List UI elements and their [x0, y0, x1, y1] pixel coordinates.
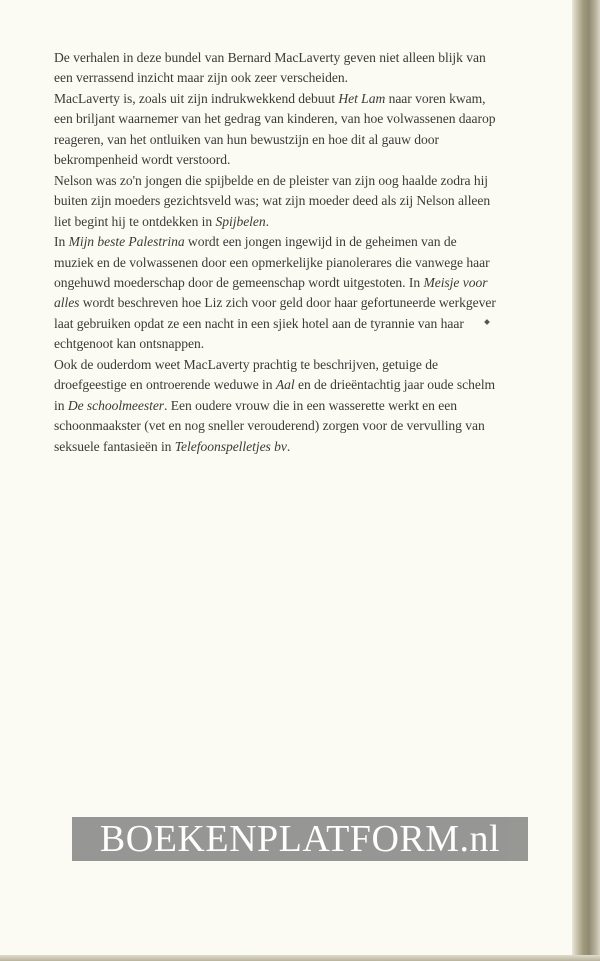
blurb-text [54, 48, 499, 457]
title-spijbelen: Spijbelen [215, 213, 266, 229]
paragraph-nelson: Nelson was zo'n jongen die spijbelde en de pleister van zijn oog haalde zodra hij buiten zijn moeders gezichtsveld was; wat zijn moeder deed als zij Nelson alleen liet begint hij te ontdekken in Spijbelen. [54, 172, 491, 229]
book-bottom-edge [0, 955, 600, 961]
title-meisje-voor-alles: Meisje voor alles [54, 274, 488, 311]
title-telefoonspelletjes: Telefoonspelletjes bv [174, 438, 287, 454]
title-de-schoolmeester: De schoolmeester [67, 397, 165, 413]
title-het-lam: Het Lam [338, 90, 386, 106]
title-aal: Aal [275, 377, 295, 393]
paragraph-ouderdom: Ook de ouderdom weet MacLaverty prachtig te beschrijven, getuige de droefgeestige en ontroerende weduwe in Aal en de drieëntachtig jaar oude schelm in De schoolmeester. Een oudere vrouw die in een wasserette werkt en een schoonmaakster (vet en nog sneller verouderend) zorgen voor de vervulling van seksuele fantasieën in Telefoonspelletjes bv. [54, 356, 496, 454]
title-mijn-beste-palestrina: Mijn beste Palestrina [68, 234, 185, 250]
paragraph-debut: MacLaverty is, zoals uit zijn indrukwekkend debuut Het Lam naar voren kwam, een briljant waarnemer van het gedrag van kinderen, van hoe volwassenen daarop reageren, van het ontluiken van hun bewustzijn en hoe dit al gauw door bekrompenheid wordt verstoord. [54, 90, 496, 168]
book-spine-edge [572, 0, 600, 961]
paragraph-palestrina: In Mijn beste Palestrina wordt een jongen ingewijd in de geheimen van de muziek en de volwassenen door een opmerkelijke pianolerares die vanwege haar ongehuwd moederschap door de gemeenschap wordt uitgestoten. In Meisje voor alles wordt beschreven hoe Liz zich voor geld door haar gefortuneerde werkgever laat gebruiken opdat ze een nacht in een sjiek hotel aan de tyrannie van haar echtgenoot kan ontsnappen. [54, 234, 496, 352]
watermark-banner: BOEKENPLATFORM.nl [72, 817, 528, 861]
paragraph-intro: De verhalen in deze bundel van Bernard MacLaverty geven niet alleen blijk van een verrassend inzicht maar zijn ook zeer verscheiden. [54, 50, 486, 86]
